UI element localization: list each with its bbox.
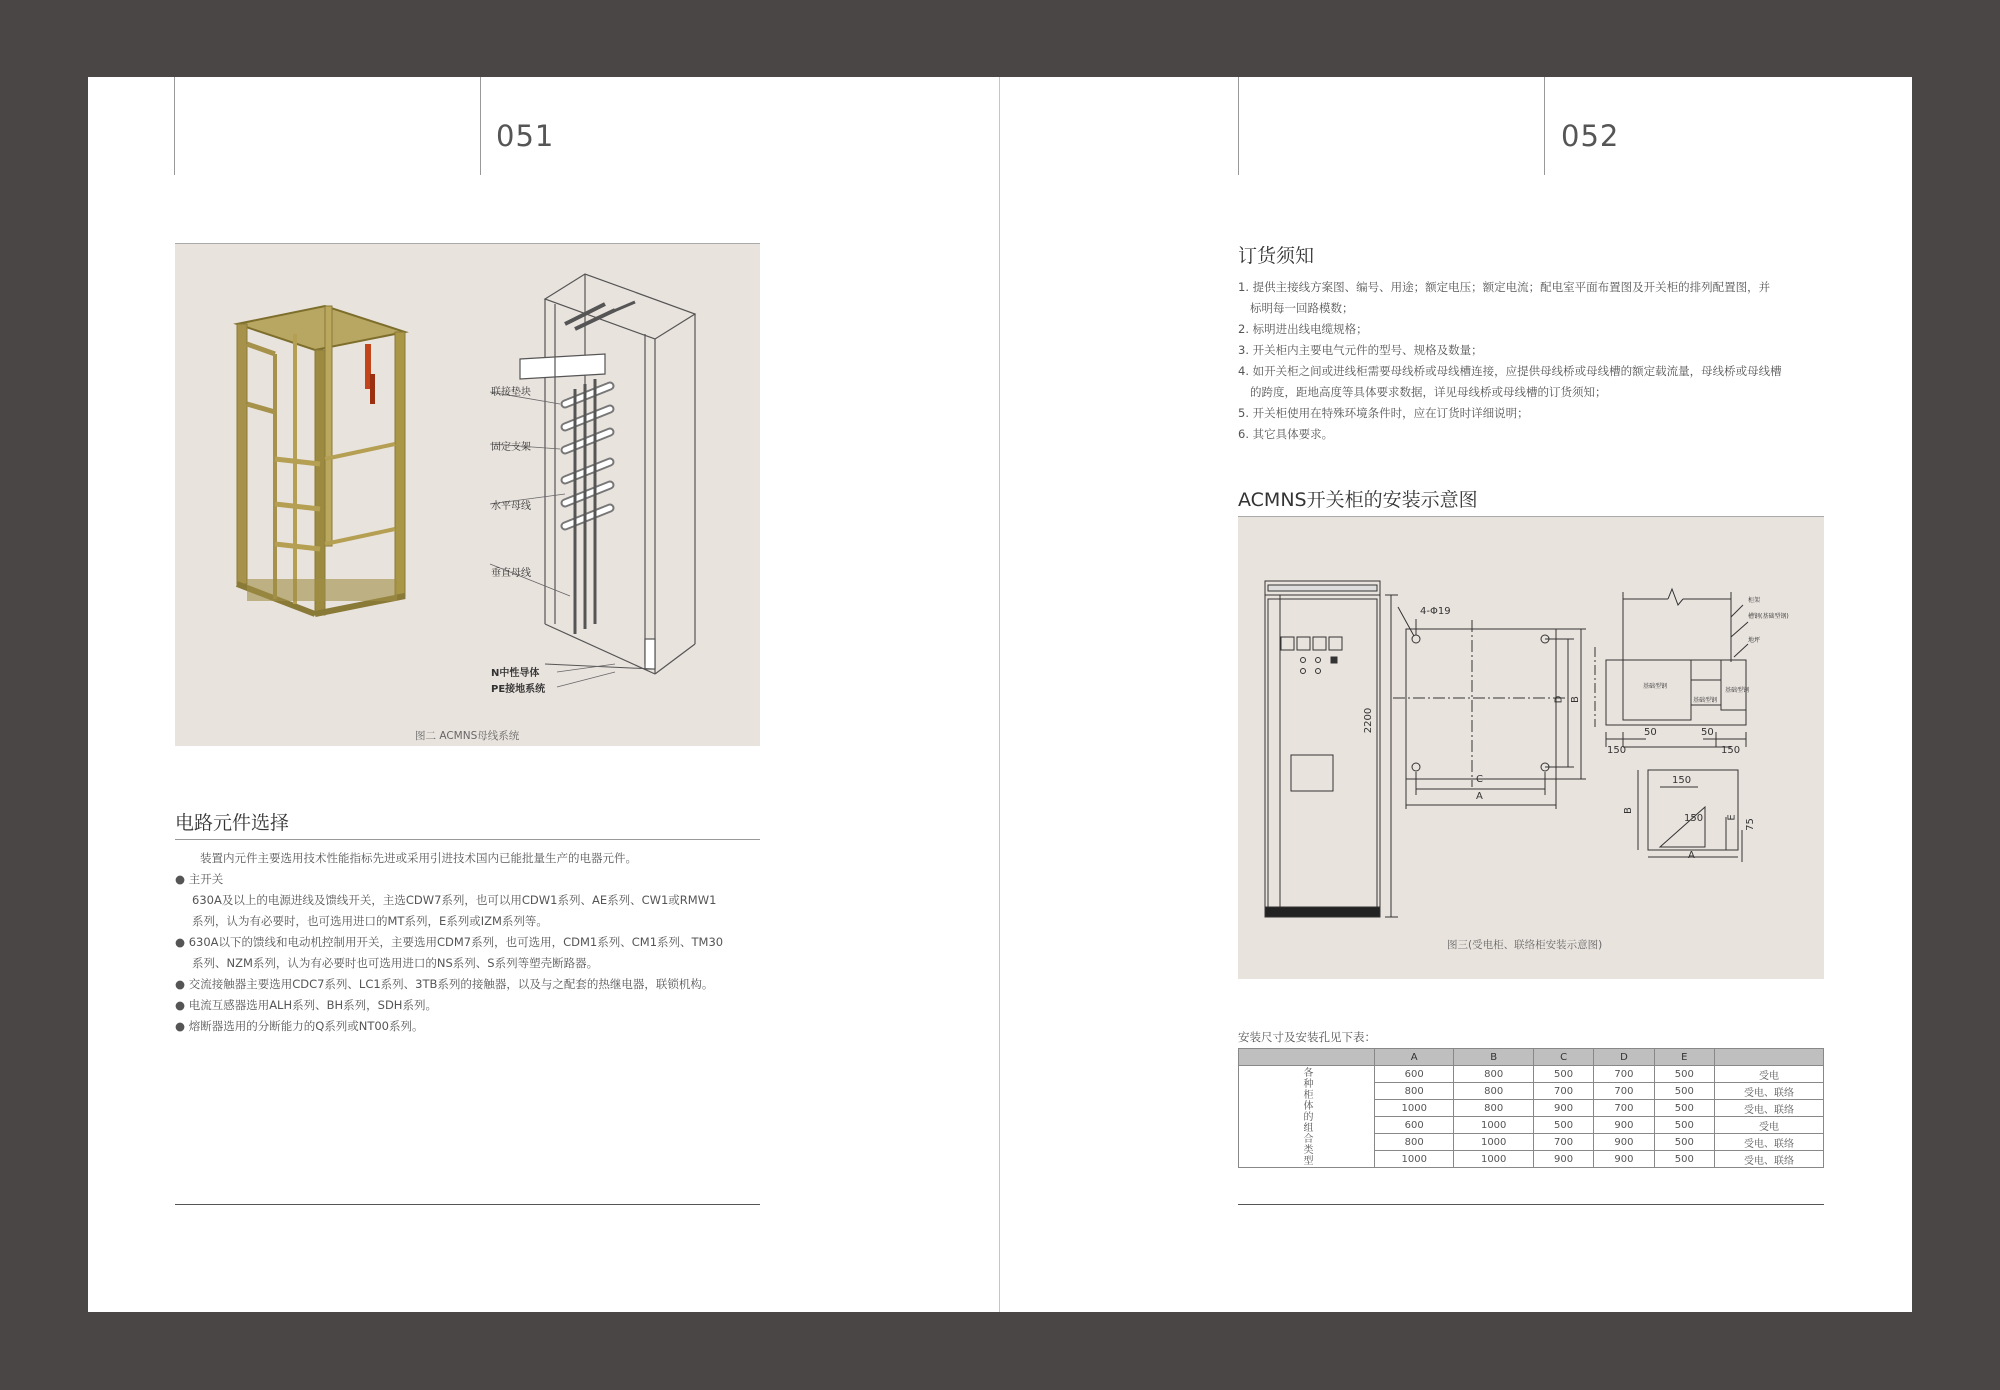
table-side-label-text: 各种柜体的组合类型 [1301, 1067, 1312, 1166]
table-cell: 500 [1654, 1083, 1714, 1100]
dim-a: A [1688, 850, 1695, 861]
header-rule [1544, 77, 1545, 175]
page-number: 052 [1561, 119, 1620, 153]
table-cell: 受电 [1715, 1117, 1824, 1134]
order-title: 订货须知 [1238, 245, 1315, 267]
table-header-cell: A [1375, 1049, 1454, 1066]
table-title: 安装尺寸及安装孔见下表： [1238, 1030, 1376, 1044]
paragraph: 630A及以上的电源进线及馈线开关，主选CDW7系列，也可以用CDW1系列、AE系列、CW1或RMW1 [192, 893, 717, 907]
side-label: 柜架 [1748, 597, 1761, 604]
dim-b: B [1622, 807, 1634, 814]
dim-150: 150 [1672, 775, 1692, 786]
table-row [1239, 1066, 1824, 1083]
dim-a: A [1476, 791, 1483, 802]
dim-e: E [1726, 814, 1738, 821]
order-item: 2. 标明进出线电缆规格； [1238, 322, 1368, 336]
order-item: 的跨度，距地高度等具体要求数据，详见母线桥或母线槽的订货须知； [1250, 385, 1607, 399]
box-label: 基础型钢 [1643, 683, 1668, 690]
header-rule [480, 77, 481, 175]
table-cell: 500 [1654, 1134, 1714, 1151]
cabinet-line-drawing [490, 274, 695, 687]
table-cell: 800 [1454, 1100, 1533, 1117]
paragraph: ● 熔断器选用的分断能力的Q系列或NT00系列。 [175, 1019, 424, 1033]
dim-b: B [1569, 696, 1581, 703]
dim-d: D [1553, 695, 1565, 704]
table-cell: 800 [1454, 1066, 1533, 1083]
table-cell: 900 [1594, 1151, 1654, 1168]
table-cell: 900 [1533, 1151, 1593, 1168]
figure-caption: 图二 ACMNS母线系统 [415, 730, 520, 742]
box-label: 基础型钢 [1725, 687, 1750, 694]
install-title: ACMNS开关柜的安装示意图 [1238, 489, 1478, 511]
table-header-cell: C [1533, 1049, 1593, 1066]
order-item: 3. 开关柜内主要电气元件的型号、规格及数量； [1238, 343, 1483, 357]
order-item: 6. 其它具体要求。 [1238, 427, 1334, 441]
table-cell: 800 [1375, 1134, 1454, 1151]
table-cell: 700 [1533, 1083, 1593, 1100]
section-rule [175, 839, 760, 840]
table-header-cell [1239, 1049, 1375, 1066]
table-cell: 900 [1533, 1100, 1593, 1117]
install-figure [1238, 516, 1824, 979]
table-cell: 受电 [1715, 1066, 1824, 1083]
paragraph: ● 630A以下的馈线和电动机控制用开关，主要选用CDM7系列，也可选用，CDM1系列、CM1系列、TM30 [175, 935, 724, 949]
table-cell: 受电、联络 [1715, 1083, 1824, 1100]
table-cell: 1000 [1454, 1117, 1533, 1134]
table-cell: 1000 [1454, 1134, 1533, 1151]
dimensions-table [1238, 1048, 1824, 1168]
table-cell: 700 [1594, 1066, 1654, 1083]
table-cell: 500 [1533, 1066, 1593, 1083]
label-pe-ground: PE接地系统 [491, 684, 546, 695]
bottom-rule [175, 1204, 760, 1205]
side-label: 地坪 [1748, 637, 1761, 644]
dim-150: 150 [1684, 813, 1704, 824]
paragraph: ● 电流互感器选用ALH系列、BH系列，SDH系列。 [175, 998, 437, 1012]
section-title: 电路元件选择 [175, 812, 290, 834]
dim-150: 150 [1607, 745, 1627, 756]
bottom-rule [1238, 1204, 1824, 1205]
table-cell: 500 [1654, 1066, 1714, 1083]
table-cell: 受电、联络 [1715, 1100, 1824, 1117]
dim-150: 150 [1721, 745, 1741, 756]
table-header-cell: D [1594, 1049, 1654, 1066]
table-cell: 500 [1533, 1117, 1593, 1134]
label-horizontal-bus: 水平母线 [491, 501, 531, 512]
paragraph: 系列、NZM系列，认为有必要时也可选用进口的NS系列、S系列等塑壳断路器。 [192, 956, 599, 970]
table-cell: 900 [1594, 1117, 1654, 1134]
busbar-figure [175, 243, 760, 746]
table-cell: 500 [1654, 1100, 1714, 1117]
dim-50: 50 [1644, 727, 1657, 738]
paragraph: 装置内元件主要选用技术性能指标先进或采用引进技术国内已能批量生产的电器元件。 [200, 851, 637, 865]
order-item: 5. 开关柜使用在特殊环境条件时，应在订货时详细说明； [1238, 406, 1529, 420]
header-rule [1238, 77, 1239, 175]
label-vertical-bus: 垂直母线 [491, 568, 531, 579]
dim-75: 75 [1744, 818, 1756, 831]
table-cell: 500 [1654, 1117, 1714, 1134]
table-side-label [1239, 1066, 1375, 1168]
page-number: 051 [496, 119, 555, 153]
label-bracket: 固定支架 [491, 442, 531, 453]
dim-50: 50 [1701, 727, 1714, 738]
table-header-cell [1715, 1049, 1824, 1066]
dim-height: 2200 [1363, 707, 1375, 734]
cabinet-illustration [175, 244, 760, 746]
page-left [88, 77, 1000, 1312]
order-item: 4. 如开关柜之间或进线柜需要母线桥或母线槽连接，应提供母线桥或母线槽的额定载流量，母线桥或母线槽 [1238, 364, 1782, 378]
table-cell: 600 [1375, 1066, 1454, 1083]
table-cell: 600 [1375, 1117, 1454, 1134]
table-cell: 800 [1454, 1083, 1533, 1100]
table-cell: 1000 [1454, 1151, 1533, 1168]
table-header-row [1239, 1049, 1824, 1066]
table-cell: 受电、联络 [1715, 1151, 1824, 1168]
box-label: 基础型钢 [1693, 697, 1718, 704]
table-cell: 700 [1533, 1134, 1593, 1151]
paragraph: ● 主开关 [175, 872, 224, 886]
cabinet-frame-photo [237, 306, 405, 615]
table-cell: 900 [1594, 1134, 1654, 1151]
table-cell: 800 [1375, 1083, 1454, 1100]
figure-caption: 图三(受电柜、联络柜安装示意图) [1447, 939, 1603, 951]
label-neutral-conductor: N中性导体 [491, 668, 540, 679]
order-item: 标明每一回路模数； [1250, 301, 1354, 315]
label-connection-pad: 联接垫块 [491, 387, 531, 398]
table-cell: 500 [1654, 1151, 1714, 1168]
order-item: 1. 提供主接线方案图、编号、用途；额定电压；额定电流；配电室平面布置图及开关柜的排列配置图，并 [1238, 280, 1771, 294]
table-cell: 700 [1594, 1100, 1654, 1117]
dim-holes: 4-Φ19 [1420, 606, 1451, 617]
table-cell: 1000 [1375, 1151, 1454, 1168]
table-cell: 1000 [1375, 1100, 1454, 1117]
header-rule [174, 77, 175, 175]
paragraph: ● 交流接触器主要选用CDC7系列、LC1系列、3TB系列的接触器，以及与之配套的热继电器，联锁机构。 [175, 977, 714, 991]
table-cell: 受电、联络 [1715, 1134, 1824, 1151]
page-right [1000, 77, 1912, 1312]
side-label: 槽钢(基础型钢) [1748, 613, 1789, 620]
dim-c: C [1476, 774, 1483, 785]
table-cell: 700 [1594, 1083, 1654, 1100]
paragraph: 系列，认为有必要时，也可选用进口的MT系列，E系列或IZM系列等。 [192, 914, 548, 928]
table-header-cell: B [1454, 1049, 1533, 1066]
table-header-cell: E [1654, 1049, 1714, 1066]
